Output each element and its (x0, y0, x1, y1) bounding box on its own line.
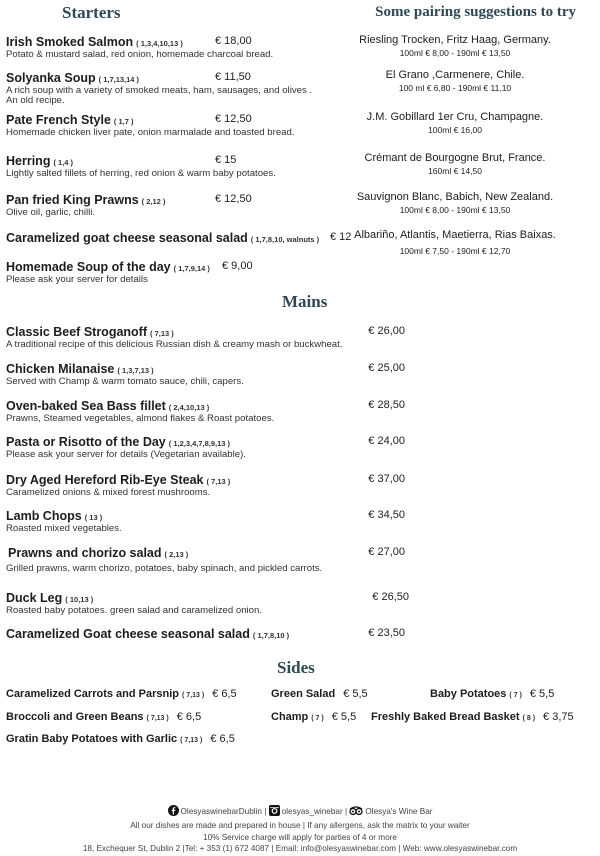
item-description: Caramelized onions & mixed forest mushrooms. (6, 487, 211, 498)
item-allergens: ( 1,2,3,4,7,8,9,13 ) (168, 439, 231, 448)
item-price: € 9,00 (222, 260, 253, 272)
item-name: Prawns and chorizo salad (8, 546, 162, 560)
item-description: Please ask your server for details (Vegetarian available). (6, 449, 246, 460)
wine-price: 100ml € 8,00 - 190ml € 13,50 (399, 48, 511, 58)
item-name: Dry Aged Hereford Rib-Eye Steak (6, 473, 204, 487)
wine-name: J.M. Gobillard 1er Cru, Champagne. (366, 111, 544, 123)
menu-item (6, 625, 289, 643)
item-name: Caramelized goat cheese seasonal salad (6, 231, 248, 245)
side-item (6, 733, 235, 745)
side-name: Caramelized Carrots and Parsnip (6, 688, 180, 700)
item-price: € 26,50 (372, 591, 409, 603)
side-allergens: ( 7,13 ) (146, 715, 169, 722)
item-description: Lightly salted fillets of herring, red onion & warm baby potatoes. (6, 168, 276, 179)
wine-price: 100ml € 7,50 - 190ml € 12,70 (399, 246, 511, 256)
tripadvisor-icon (349, 805, 363, 816)
side-name: Champ (271, 711, 309, 723)
item-description: Prawns, Steamed vegetables, almond flakes & Roast potatoes. (6, 413, 275, 424)
item-name: Homemade Soup of the day (6, 260, 171, 274)
side-allergens: ( 7,13 ) (182, 692, 205, 699)
side-item (271, 688, 368, 700)
side-item (6, 688, 237, 700)
item-price: € 15 (215, 154, 237, 166)
item-price: € 12,50 (215, 113, 252, 125)
side-price: € 3,75 (543, 711, 574, 723)
item-name: Classic Beef Stroganoff (6, 325, 148, 339)
wine-pairing (325, 152, 585, 176)
facebook-handle[interactable]: OlesyaswinebarDublin (180, 807, 262, 816)
wine-pairing (325, 69, 585, 93)
side-allergens: ( 7 ) (311, 715, 324, 722)
item-price: € 12 (330, 231, 352, 243)
item-price: € 11,50 (215, 71, 251, 83)
side-name: Baby Potatoes (430, 688, 507, 700)
item-description: Olive oil, garlic, chilli. (6, 207, 96, 218)
wine-price: 100ml € 8,00 - 190ml € 13,50 (399, 205, 511, 215)
menu-item (6, 229, 319, 247)
item-description: Roasted mixed vegetables. (6, 523, 122, 534)
item-price: € 18,00 (215, 35, 252, 47)
item-description: Potato & mustard salad, red onion, homemade charcoal bread. (6, 49, 274, 60)
item-name: Pan fried King Prawns (6, 193, 139, 207)
item-name: Irish Smoked Salmon (6, 35, 134, 49)
item-price: € 23,50 (368, 627, 405, 639)
starters-heading: Starters (62, 3, 121, 22)
tripadvisor-name[interactable]: Olesya's Wine Bar (365, 807, 433, 816)
side-price: € 5,5 (343, 688, 368, 700)
item-allergens: ( 13 ) (84, 513, 103, 522)
item-name: Lamb Chops (6, 509, 82, 523)
item-description: A rich soup with a variety of smoked meats, ham, sausages, and olives . (6, 85, 313, 96)
item-allergens: ( 1,3,7,13 ) (117, 366, 154, 375)
side-name: Broccoli and Green Beans (6, 711, 144, 723)
instagram-icon (269, 805, 280, 816)
item-description: Please ask your server for details (6, 274, 148, 285)
wine-price: 160ml € 14,50 (428, 166, 482, 176)
item-allergens: ( 2,12 ) (141, 197, 166, 206)
item-allergens: ( 7,13 ) (206, 477, 231, 486)
separator: | (264, 807, 267, 816)
item-price: € 27,00 (368, 546, 405, 558)
item-allergens: ( 1,7,9,14 ) (173, 264, 210, 273)
item-description: Grilled prawns, warm chorizo, potatoes, baby spinach, and pickled carrots. (6, 563, 323, 574)
side-price: € 6,5 (210, 733, 235, 745)
item-allergens: ( 1,4 ) (53, 158, 74, 167)
item-allergens: ( 2,13 ) (164, 550, 189, 559)
wine-name: Albariño, Atlantis, Maetierra, Rias Baixas. (354, 229, 556, 241)
item-name: Chicken Milanaise (6, 362, 115, 376)
item-description: Homemade chicken liver pate, onion marmalade and toasted bread. (6, 127, 295, 138)
item-description: Roasted baby potatoes. green salad and caramelized onion. (6, 605, 263, 616)
item-price: € 24,00 (368, 435, 405, 447)
sides-heading: Sides (277, 658, 315, 677)
item-name: Pasta or Risotto of the Day (6, 435, 166, 449)
side-allergens: ( 7 ) (509, 692, 522, 699)
item-price: € 26,00 (368, 325, 405, 337)
item-name: Duck Leg (6, 591, 63, 605)
item-price: € 34,50 (368, 509, 405, 521)
item-allergens: ( 2,4,10,13 ) (168, 403, 210, 412)
wine-pairing (325, 34, 585, 58)
item-price: € 28,50 (368, 399, 405, 411)
mains-heading: Mains (282, 292, 328, 311)
item-price: € 37,00 (368, 473, 405, 485)
item-name: Oven-baked Sea Bass fillet (6, 399, 166, 413)
side-name: Gratin Baby Potatoes with Garlic (6, 733, 178, 745)
item-allergens: ( 1,7,8,10 ) (252, 631, 290, 640)
footer-allergen-note: All our dishes are made and prepared in house | If any allergens, ask the matrix to your waiter (130, 821, 470, 830)
item-allergens: ( 1,7,8,10, walnuts ) (250, 235, 320, 244)
side-allergens: ( 8 ) (522, 715, 536, 722)
item-name: Solyanka Soup (6, 71, 96, 85)
item-allergens: ( 1,3,4,10,13 ) (136, 39, 183, 48)
wine-pairing (325, 229, 585, 256)
side-item (430, 688, 554, 700)
item-allergens: ( 1,7,13,14 ) (98, 75, 140, 84)
item-allergens: ( 10,13 ) (65, 595, 94, 604)
item-allergens: ( 1,7 ) (113, 117, 134, 126)
side-item (371, 711, 574, 723)
wine-pairing (325, 111, 585, 135)
pairings-heading: Some pairing suggestions to try (375, 4, 576, 20)
wine-name: El Grano ,Carmenere, Chile. (385, 69, 525, 81)
item-name: Pate French Style (6, 113, 111, 127)
side-price: € 5,5 (529, 688, 555, 700)
item-price: € 25,00 (368, 362, 405, 374)
item-description: A traditional recipe of this delicious Russian dish & creamy mash or buckwheat. (6, 339, 343, 350)
wine-name: Crémant de Bourgogne Brut, France. (364, 152, 546, 164)
menu-item (8, 544, 188, 562)
wine-name: Riesling Trocken, Fritz Haag, Germany. (359, 34, 551, 46)
instagram-handle[interactable]: olesyas_winebar (281, 807, 343, 816)
side-name: Freshly Baked Bread Basket (371, 711, 520, 723)
side-price: € 6,5 (176, 711, 202, 723)
social-links (0, 805, 600, 817)
wine-price: 100 ml € 6,80 - 190ml € 11,10 (398, 83, 512, 93)
facebook-icon (168, 805, 179, 816)
item-name: Caramelized Goat cheese seasonal salad (6, 627, 250, 641)
footer-contact: 18, Exchequer St, Dublin 2 |Tel: + 353 (1) 672 4087 | Email: info@olesyaswinebar.com | Web: www.olesyaswinebar.com (82, 844, 518, 853)
side-item (271, 711, 356, 723)
side-item (6, 711, 201, 723)
footer-service-charge: 10% Service charge will apply for parties of 4 or more (203, 833, 397, 842)
item-description: Served with Champ & warm tomato sauce, chili, capers. (6, 376, 244, 387)
side-name: Green Salad (271, 688, 336, 700)
separator: | (344, 807, 348, 816)
wine-pairing (325, 191, 585, 215)
item-description: An old recipe. (6, 95, 65, 106)
item-price: € 12,50 (215, 193, 252, 205)
side-price: € 5,5 (331, 711, 357, 723)
item-name: Herring (6, 154, 51, 168)
side-price: € 6,5 (212, 688, 237, 700)
side-allergens: ( 7,13 ) (180, 737, 203, 744)
item-allergens: ( 7,13 ) (150, 329, 174, 338)
wine-name: Sauvignon Blanc, Babich, New Zealand. (356, 191, 554, 203)
wine-price: 100ml € 16,00 (428, 125, 482, 135)
